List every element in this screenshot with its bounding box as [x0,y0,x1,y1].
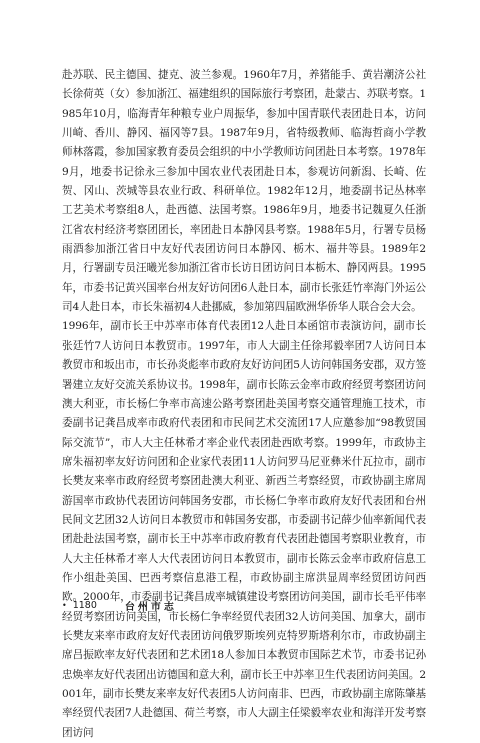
body-text [62,66,426,743]
book-title: 台州市志 [124,602,177,613]
paragraph-1: 赴苏联、民主德国、捷克、波兰参观。1960年7月，养猪能手、黄岩潮济公社长徐荷英（女）参加浙江、福建组织的国际旅行考察团，赴蒙古、苏联考察。1985年10月，临海青年种粮专业户周振华，参加中国青联代表团赴日本，访问川崎、香川、静冈、福冈等7县。1987年9月，省特级教师、临海哲商小学教师林落霞，参加国家教育委员会组织的中小学教师访问团赴日本考察。1978年9月，地委书记徐永三参加中国农业代表团赴日本，参观访问新潟、长崎、佐贺、冈山、茨城等县农业行政、科研单位。1982年12月，地委副书记丛林率工艺美术考察组8人，赴西德、法国考察。1986年9月，地委书记魏夏久任浙江省农村经济考察团团长，率团赴日本静冈县考察。1988年5月，行署专员杨雨酒参加浙江省日中友好代表团访问日本静冈、栃木、福井等县。1989年2月，行署副专员汪曦光参加浙江省市长访日团访问日本栃木、静冈两县。1995年，市委书记黄兴国率台州友好访问团6人赴日本，副市长张廷竹率海门外运公司4人赴日本，市长朱福初4人赴挪威，参加第四届欧洲华侨华人联合会大会。 [62,69,426,314]
page-footer [62,598,177,613]
page-number: 1180 [72,600,97,611]
footer-bullet: • [62,601,67,610]
paragraph-2: 1996年，副市长王中苏率市体育代表团12人赴日本函馆市表演访问，副市长张廷竹7人访问日本教贸市。1997年，市人大副主任徐邦毅率团7人访问日本教贸市和坂出市，市长孙炎彪率市政府友好访问团5人访问韩国务安郡，双方签署建立友好交流关系协议书。1998年，副市长陈云金率市政府经贸考察团访问澳大利亚，市长杨仁争率市高速公路考察团赴美国考察交通管理施工技术，市委副书记龚昌成率市政府代表团和市民间艺术交流团17人应邀参加“98教贸国际交流节”，市人大主任林希才率企业代表团赴西欧考察。1999年，市政协主席朱福初率友好访问团和企业家代表团11人访问罗马尼亚彝米什瓦拉市，副市长樊友来率市政府经贸考察团赴澳大利亚、新西兰考察经贸，市政协副主席周游国率市政协代表团访问韩国务安郡，市长杨仁争率市政府友好代表团和台州民间文艺团32人访问日本教贸市和韩国务安郡，市委副书记薛少仙率新闻代表团赴赴法国考察，副市长王中苏率市政府教育代表团赴德国考察职业教育，市人大主任林希才率人大代表团访问日本教贸市，副市长陈云金率市政府信息工作小组赴美国、巴西考察信息港工程，市政协副主席洪显周率经贸团访问西欧。2000年，市委副书记龚昌成率城镇建设考察团访问美国，副市长毛平伟率经贸考察团访问美国，市长杨仁争率经贸代表团32人访问美国、加拿大，副市长樊友来率市政府友好代表团访问俄罗斯埃列克特罗斯塔利尔市，市政协副主席吕振欧率友好代表团和艺术团18人参加日本教贸市国际艺术节，市委书记孙忠焕率友好代表团出访德国和意大利，副市长王中苏率卫生代表团访问美国。2001年，副市长樊友来率友好代表团5人访问南非、巴西，市政协副主席陈肇基率经贸代表团7人赴德国、荷兰考察，市人大副主任梁毅率农业和海洋开发考察团访问 [62,320,426,739]
